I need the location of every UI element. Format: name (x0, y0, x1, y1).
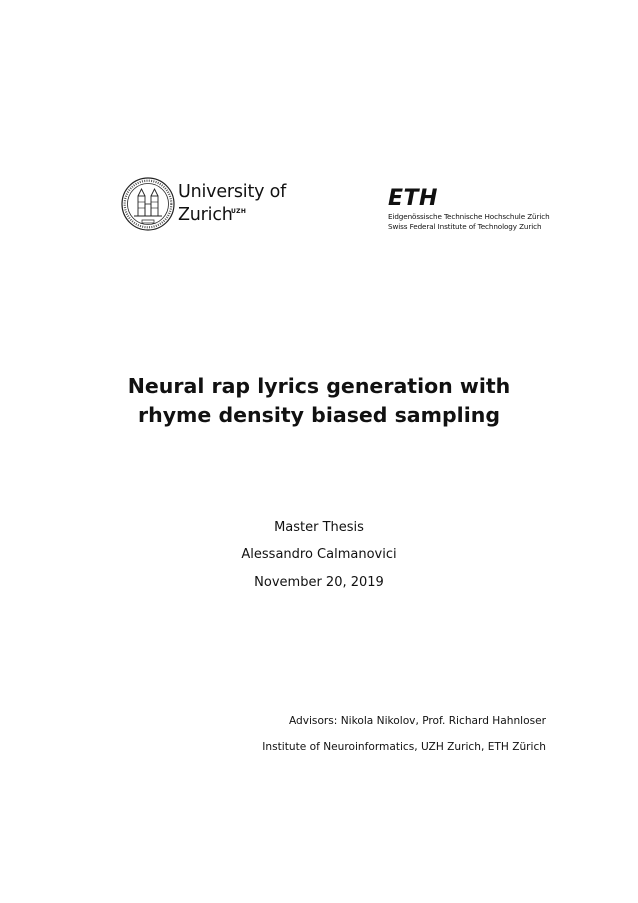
thesis-title (0, 372, 638, 430)
advisors-line: Advisors: Nikola Nikolov, Prof. Richard Hahnloser (288, 715, 546, 727)
uzh-name-line1: University of (178, 182, 287, 202)
document-type: Master Thesis (274, 520, 364, 535)
eth-name-english: Swiss Federal Institute of Technology Zurich (388, 222, 542, 231)
thesis-title-line1: Neural rap lyrics generation with (127, 374, 511, 398)
submission-date: November 20, 2019 (254, 575, 384, 590)
eth-logo-mark-icon (388, 186, 444, 208)
institute-line: Institute of Neuroinformatics, UZH Zurich, ETH Zürich (262, 741, 546, 753)
eth-logo (388, 186, 548, 236)
uzh-superscript: UZH (231, 208, 247, 215)
thesis-title-line2: rhyme density biased sampling (137, 403, 500, 427)
uzh-seal-icon (120, 176, 176, 232)
eth-name-german: Eidgenössische Technische Hochschule Zürich (388, 212, 550, 221)
author-name: Alessandro Calmanovici (241, 547, 397, 562)
eth-mark-text: ETH (388, 186, 438, 208)
uzh-name-line2: Zurich (178, 205, 233, 225)
uzh-logo (120, 176, 290, 236)
